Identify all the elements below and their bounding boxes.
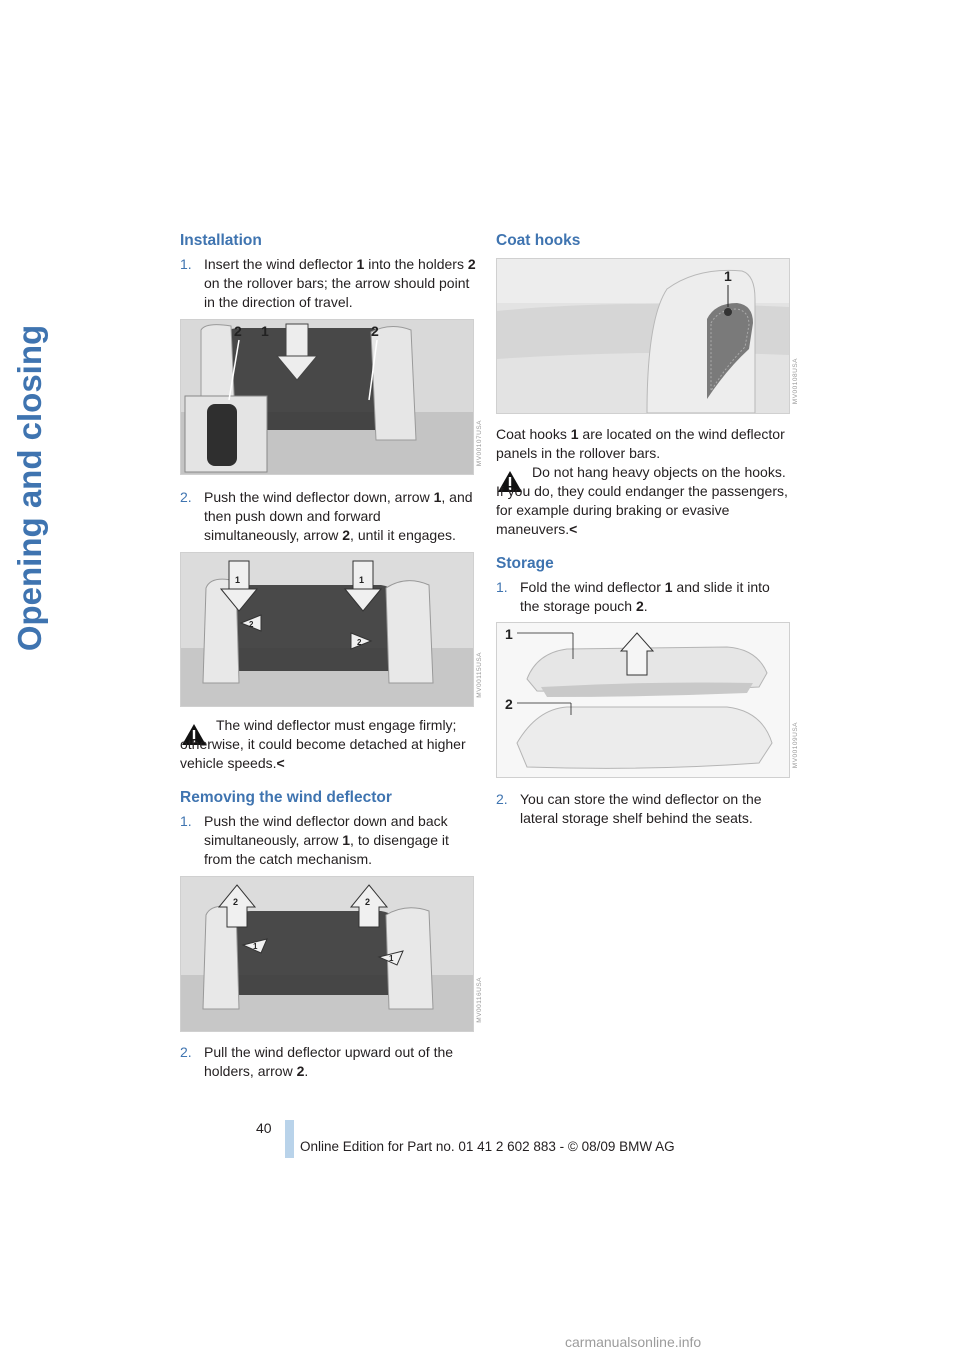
fig4-label-1: 1 [724,268,732,284]
step-number: 2. [180,1044,192,1060]
chapter-side-title [0,228,60,748]
figure-code: MV00115USA [476,652,483,698]
figure-code: MV00116USA [476,977,483,1023]
figure-installation [180,319,474,475]
fig1-label-2b: 2 [371,323,379,339]
page-number: 40 [256,1120,272,1136]
fig5-label-1: 1 [505,626,513,642]
installation-heading: Installation [180,232,262,249]
footer-edition-text: Online Edition for Part no. 01 41 2 602 883 - © 08/09 BMW AG [300,1139,675,1154]
figure-storage [496,622,790,778]
figure-code: MV00109USA [792,722,799,769]
fig2-label-1a: 1 [235,575,241,585]
fig3-label-2b: 2 [365,897,371,907]
storage-step-2 [496,790,792,830]
storage-heading: Storage [496,555,554,572]
installation-warning-text: The wind deflector must engage firmly; otherwise, it could become detached at higher vehicle speeds.< [180,717,466,771]
step-text: Push the wind deflector down and back simultaneously, arrow 1, to disengage it from the catch mechanism. [204,813,449,867]
watermark: carmanualsonline.info [565,1334,702,1350]
fig2-label-2a: 2 [249,620,254,629]
chapter-title-text: Opening and closing [11,324,48,652]
installation-step-2 [180,488,476,548]
figure-code: MV00107USA [476,420,483,467]
step-number: 2. [496,791,508,807]
figure-coat-hooks [496,258,790,414]
step-number: 1. [180,256,192,272]
step-number: 2. [180,489,192,505]
fig5-label-2: 2 [505,696,513,712]
figure-code: MV00108USA [792,358,799,405]
coat-hooks-text: Coat hooks 1 are located on the wind deflector panels in the rollover bars. [496,426,785,461]
fig1-label-2a: 2 [234,323,242,339]
fig2-label-2b: 2 [357,638,362,647]
installation-step-1 [180,255,476,315]
fig1-label-1: 1 [261,323,269,339]
step-text: Pull the wind deflector upward out of the holders, arrow 2. [204,1044,454,1079]
storage-step-1 [496,578,792,618]
fig2-label-1b: 1 [359,575,365,585]
step-text: You can store the wind deflector on the lateral storage shelf behind the seats. [520,791,762,826]
footer-accent-bar [285,1120,294,1158]
removing-heading: Removing the wind deflector [180,789,392,806]
fig3-label-2a: 2 [233,897,239,907]
removing-step-2 [180,1043,476,1083]
removing-step-1 [180,812,476,872]
coat-hooks-heading: Coat hooks [496,232,581,249]
step-text: Insert the wind deflector 1 into the holders 2 on the rollover bars; the arrow should point in the direction of travel. [204,256,476,310]
figure-removing [180,876,474,1032]
step-text: Push the wind deflector down, arrow 1, and then push down and forward simultaneously, arrow 2, until it engages. [204,489,473,543]
step-number: 1. [496,579,508,595]
figure-push-down [180,552,474,707]
coat-hooks-warning-text: Do not hang heavy objects on the hooks. If you do, they could endanger the passengers, for example during braking or evasive maneuvers.< [496,464,788,537]
step-number: 1. [180,813,192,829]
fig3-label-1b: 1 [389,954,394,963]
fig3-label-1a: 1 [253,942,258,951]
step-text: Fold the wind deflector 1 and slide it into the storage pouch 2. [520,579,770,614]
